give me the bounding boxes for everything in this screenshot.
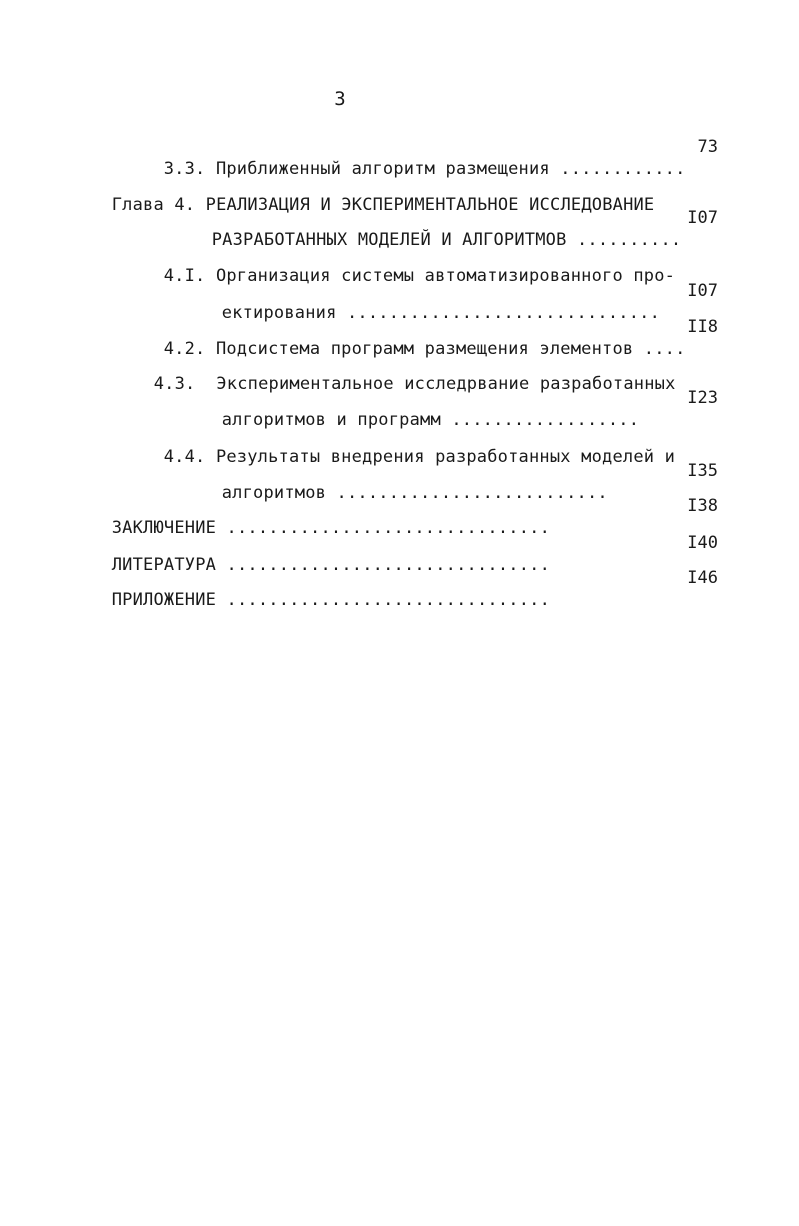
page-number: 3 bbox=[334, 88, 346, 110]
toc-entry-title-line1: Результаты внедрения разработанных моделей и bbox=[215, 447, 676, 467]
toc-entry-page: I40 bbox=[687, 533, 718, 553]
toc-leader-dots: ............................... bbox=[226, 590, 551, 610]
toc-leader-dots: ............ bbox=[560, 159, 686, 179]
toc-entry-title-line1: Экспериментальное исследрвание разработанных bbox=[216, 374, 676, 394]
toc-entry-page: I07 bbox=[687, 208, 718, 228]
toc-entry-page: I35 bbox=[687, 461, 718, 481]
toc-entry-title-line1: Организация системы автоматизированного про- bbox=[215, 266, 676, 286]
toc-leader-dots: .......................... bbox=[336, 483, 608, 503]
toc-entry-title: Подсистема программ размещения элементов bbox=[215, 339, 634, 359]
toc-entry-title: ПРИЛОЖЕНИЕ bbox=[111, 590, 217, 610]
toc-entry-page: I23 bbox=[687, 388, 718, 408]
toc-entry-number: 4.2. bbox=[163, 339, 206, 359]
toc-entry-page: 73 bbox=[697, 137, 718, 157]
chapter-title-line1: РЕАЛИЗАЦИЯ И ЭКСПЕРИМЕНТАЛЬНОЕ ИССЛЕДОВАНИЕ bbox=[205, 195, 655, 215]
toc-entry-appendix bbox=[70, 567, 550, 633]
toc-entry-number: 4.3. bbox=[153, 374, 196, 394]
toc-leader-dots: ............................... bbox=[226, 518, 551, 538]
toc-entry-title-line2: алгоритмов bbox=[221, 483, 327, 503]
toc-entry-page: I38 bbox=[687, 496, 718, 516]
toc-leader-dots: .......... bbox=[576, 230, 682, 250]
toc-entry-number: 4.4. bbox=[163, 447, 206, 467]
toc-leader-dots: ............................... bbox=[226, 555, 551, 575]
chapter-title-line2: РАЗРАБОТАННЫХ МОДЕЛЕЙ И АЛГОРИТМОВ bbox=[211, 230, 567, 250]
toc-entry-number: 4.I. bbox=[163, 266, 206, 286]
toc-entry-title: Приближенный алгоритм размещения bbox=[215, 159, 550, 179]
toc-entry-page: II8 bbox=[687, 317, 718, 337]
toc-leader-dots: .................. bbox=[451, 410, 640, 430]
toc-entry-title: ЗАКЛЮЧЕНИЕ bbox=[111, 518, 217, 538]
toc-entry-title: ЛИТЕРАТУРА bbox=[111, 555, 217, 575]
toc-entry-number: 3.3. bbox=[163, 159, 206, 179]
chapter-label: Глава 4. bbox=[111, 195, 196, 215]
toc-leader-dots: .............................. bbox=[346, 303, 661, 323]
toc-entry-page: I46 bbox=[687, 568, 718, 588]
toc-leader-dots: .... bbox=[643, 339, 686, 359]
toc-entry-page: I07 bbox=[687, 281, 718, 301]
toc-entry-title-line2: ектирования bbox=[221, 303, 337, 323]
toc-entry-title-line2: алгоритмов и программ bbox=[221, 410, 441, 430]
